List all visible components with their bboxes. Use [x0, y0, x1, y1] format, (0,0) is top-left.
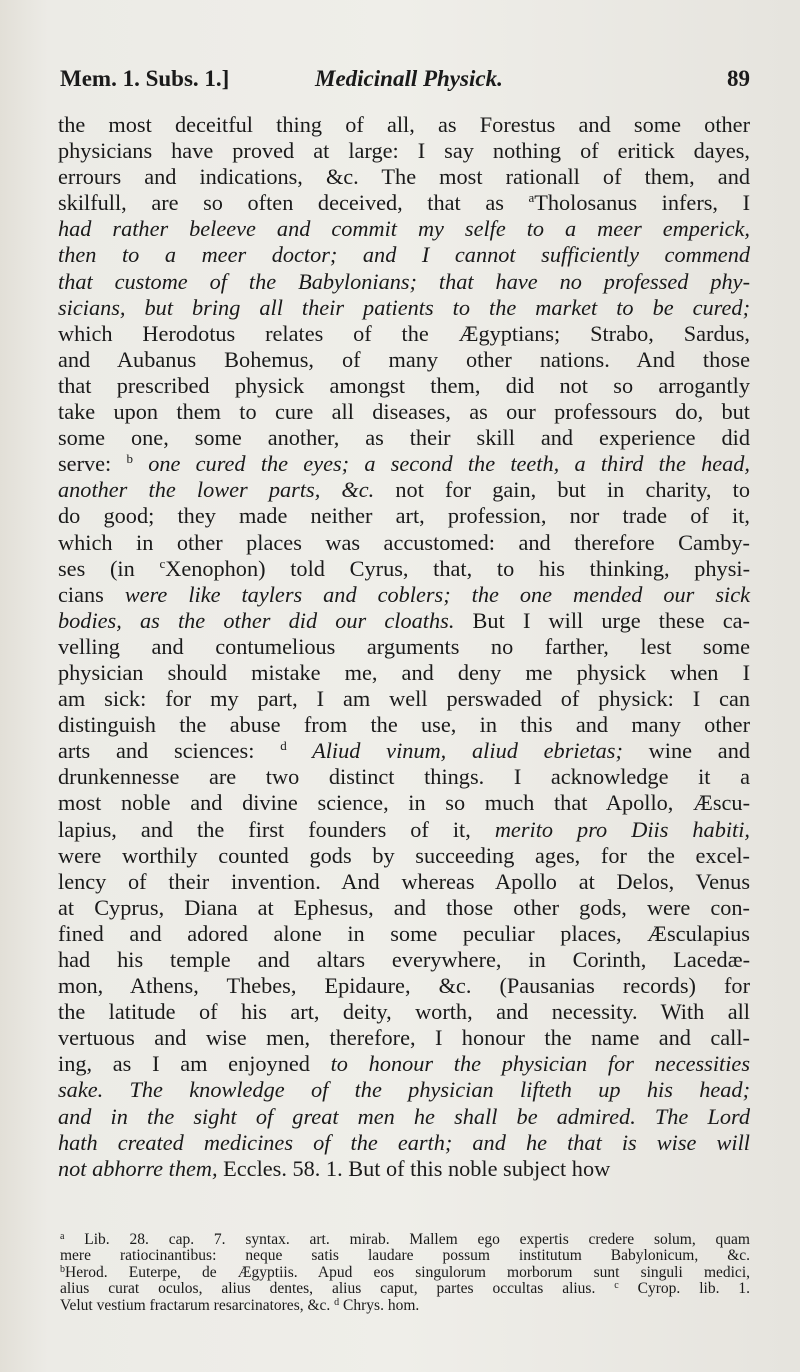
text-run: serve: — [58, 451, 127, 477]
text-line — [58, 973, 750, 999]
text-line — [58, 764, 750, 790]
italic-text: one cured the eyes; a second the teeth, a third the head, — [132, 451, 751, 477]
text-line — [58, 1104, 750, 1130]
text-line — [58, 712, 750, 738]
text-run: errours and indications, &c. The most rationall of them, and — [58, 164, 750, 190]
text-run: mon, Athens, Thebes, Epidaure, &c. (Pausanias records) for — [58, 973, 750, 999]
footnote-marker: a — [528, 190, 535, 206]
text-run: Xenophon) told Cyrus, that, to his thinking, physi- — [165, 555, 750, 581]
body-text — [58, 112, 750, 1182]
italic-text: hath created medicines of the earth; and he that is wise will — [58, 1129, 750, 1155]
footnote-line — [60, 1265, 750, 1281]
text-run: Eccles. 58. 1. But of this noble subject how — [217, 1155, 611, 1181]
footnote-marker: c — [614, 1280, 619, 1292]
italic-text: sicians, but bring all their patients to the market to be cured; — [58, 294, 750, 320]
text-run: distinguish the abuse from the use, in this and many other — [58, 712, 750, 738]
text-run: skilfull, are so often deceived, that as — [58, 190, 529, 216]
page-number: 89 — [727, 66, 750, 91]
text-run: physicians have proved at large: I say nothing of eritick dayes, — [58, 138, 750, 164]
text-run: Velut vestium fractarum resarcinatores, &c. — [60, 1296, 335, 1314]
text-run: ses (in — [58, 555, 160, 581]
text-line — [58, 634, 750, 660]
text-run: fined and adored alone in some peculiar places, Æsculapius — [58, 920, 750, 946]
text-line — [58, 582, 750, 608]
text-run: at Cyprus, Diana at Ephesus, and those other gods, were con- — [58, 894, 750, 920]
text-line — [58, 399, 750, 425]
text-run: take upon them to cure all diseases, as our professours do, but — [58, 399, 750, 425]
text-line — [58, 790, 750, 816]
italic-text: another the lower parts, &c. — [58, 477, 375, 503]
text-line — [58, 738, 750, 764]
text-line — [58, 1077, 750, 1103]
text-run: that prescribed physick amongst them, did not so arrogantly — [58, 372, 750, 398]
italic-text: merito pro Diis habiti, — [494, 816, 750, 842]
running-head-section: Mem. 1. Subs. 1.] — [60, 66, 230, 91]
text-line — [58, 373, 750, 399]
text-line — [58, 817, 750, 843]
text-run: lapius, and the first founders of it, — [58, 816, 495, 842]
text-run: But I will urge these ca- — [454, 607, 750, 633]
text-line — [58, 216, 750, 242]
text-line — [58, 895, 750, 921]
text-line — [58, 1156, 750, 1182]
footnote-marker: b — [60, 1263, 65, 1275]
text-run: lency of their invention. And whereas Apollo at Delos, Venus — [58, 868, 750, 894]
text-run: not for gain, but in charity, to — [374, 477, 750, 503]
text-line — [58, 451, 750, 477]
text-line — [58, 556, 750, 582]
text-run: and Aubanus Bohemus, of many other nations. And those — [58, 346, 750, 372]
text-line — [58, 999, 750, 1025]
text-line — [58, 608, 750, 634]
text-run: the latitude of his art, deity, worth, and necessity. With all — [58, 999, 750, 1025]
text-line — [58, 295, 750, 321]
text-line — [58, 425, 750, 451]
text-run: Herod. Euterpe, de Ægyptiis. Apud eos singulorum morborum sunt singuli medici, — [65, 1263, 750, 1281]
text-run: cians — [58, 581, 125, 607]
footnote-marker: a — [60, 1231, 65, 1242]
text-line — [58, 503, 750, 529]
text-line — [58, 477, 750, 503]
text-line — [58, 1025, 750, 1051]
footnote-marker: b — [126, 451, 133, 467]
italic-text: had rather beleeve and commit my selfe to a meer emperick, — [58, 216, 750, 242]
text-run: the most deceitful thing of all, as Forestus and some other — [58, 112, 750, 137]
text-run: Lib. 28. cap. 7. syntax. art. mirab. Mallem ego expertis credere solum, quam — [64, 1231, 750, 1248]
text-run: arts and sciences: — [58, 738, 281, 764]
text-line — [58, 321, 750, 347]
text-run: Tholosanus infers, I — [534, 190, 750, 216]
text-line — [58, 921, 750, 947]
footnote-line — [60, 1298, 750, 1314]
text-run: which Herodotus relates of the Ægyptians; Strabo, Sardus, — [58, 320, 750, 346]
text-line — [58, 843, 750, 869]
text-run: do good; they made neither art, profession, nor trade of it, — [58, 503, 750, 529]
italic-text: were like taylers and coblers; the one mended our sick — [124, 581, 750, 607]
text-run: physician should mistake me, and deny me physick when I — [58, 659, 750, 685]
footnote-line — [60, 1248, 750, 1264]
italic-text: and in the sight of great men he shall be admired. The Lord — [58, 1103, 750, 1129]
italic-text: to honour the physician for necessities — [330, 1051, 751, 1077]
text-run: vertuous and wise men, therefore, I honour the name and call- — [58, 1025, 750, 1051]
running-head-title: Medicinall Physick. — [315, 66, 503, 91]
text-run: drunkennesse are two distinct things. I acknowledge it a — [58, 764, 750, 790]
footnotes — [60, 1232, 750, 1314]
italic-text: sake. The knowledge of the physician lifteth up his head; — [58, 1077, 750, 1103]
footnote-line — [60, 1281, 750, 1297]
text-line — [58, 269, 750, 295]
text-line — [58, 112, 750, 138]
footnote-marker: d — [334, 1296, 340, 1308]
text-line — [58, 347, 750, 373]
text-line — [58, 686, 750, 712]
text-run: some one, some another, as their skill and experience did — [58, 425, 750, 451]
text-run: am sick: for my part, I am well perswaded of physick: I can — [58, 686, 750, 712]
text-line — [58, 660, 750, 686]
text-line — [58, 242, 750, 268]
footnote-line — [60, 1232, 750, 1248]
text-line — [58, 1130, 750, 1156]
footnote-marker: d — [280, 738, 287, 754]
text-line — [58, 138, 750, 164]
italic-text: then to a meer doctor; and I cannot sufficiently commend — [58, 242, 750, 268]
text-line — [58, 947, 750, 973]
text-run: velling and contumelious arguments no farther, lest some — [58, 633, 750, 659]
italic-text: Aliud vinum, aliud ebrietas; — [286, 738, 623, 764]
italic-text: not abhorre them, — [58, 1155, 218, 1181]
italic-text: bodies, as the other did our cloaths. — [58, 607, 455, 633]
text-run: alius curat oculos, alius dentes, alius caput, partes occultas alius. — [60, 1280, 615, 1298]
text-run: wine and — [622, 738, 751, 764]
text-run: ing, as I am enjoyned — [58, 1051, 331, 1077]
text-run: had his temple and altars everywhere, in Corinth, Lacedæ- — [58, 947, 750, 972]
footnote-marker: c — [159, 555, 166, 571]
running-head — [60, 66, 750, 102]
text-line — [58, 164, 750, 190]
text-line — [58, 530, 750, 556]
text-run: Cyrop. lib. 1. — [618, 1280, 751, 1298]
text-run: most noble and divine science, in so much that Apollo, Æscu- — [58, 790, 750, 816]
text-run: mere ratiocinantibus: neque satis laudare possum institutum Babylonicum, &c. — [60, 1247, 750, 1265]
text-line — [58, 869, 750, 895]
text-run: were worthily counted gods by succeeding ages, for the excel- — [58, 842, 750, 868]
text-line — [58, 1051, 750, 1077]
italic-text: that custome of the Babylonians; that have no professed phy- — [58, 268, 750, 294]
text-line — [58, 190, 750, 216]
text-run: Chrys. hom. — [339, 1296, 420, 1314]
text-run: which in other places was accustomed: and therefore Camby- — [58, 529, 750, 555]
